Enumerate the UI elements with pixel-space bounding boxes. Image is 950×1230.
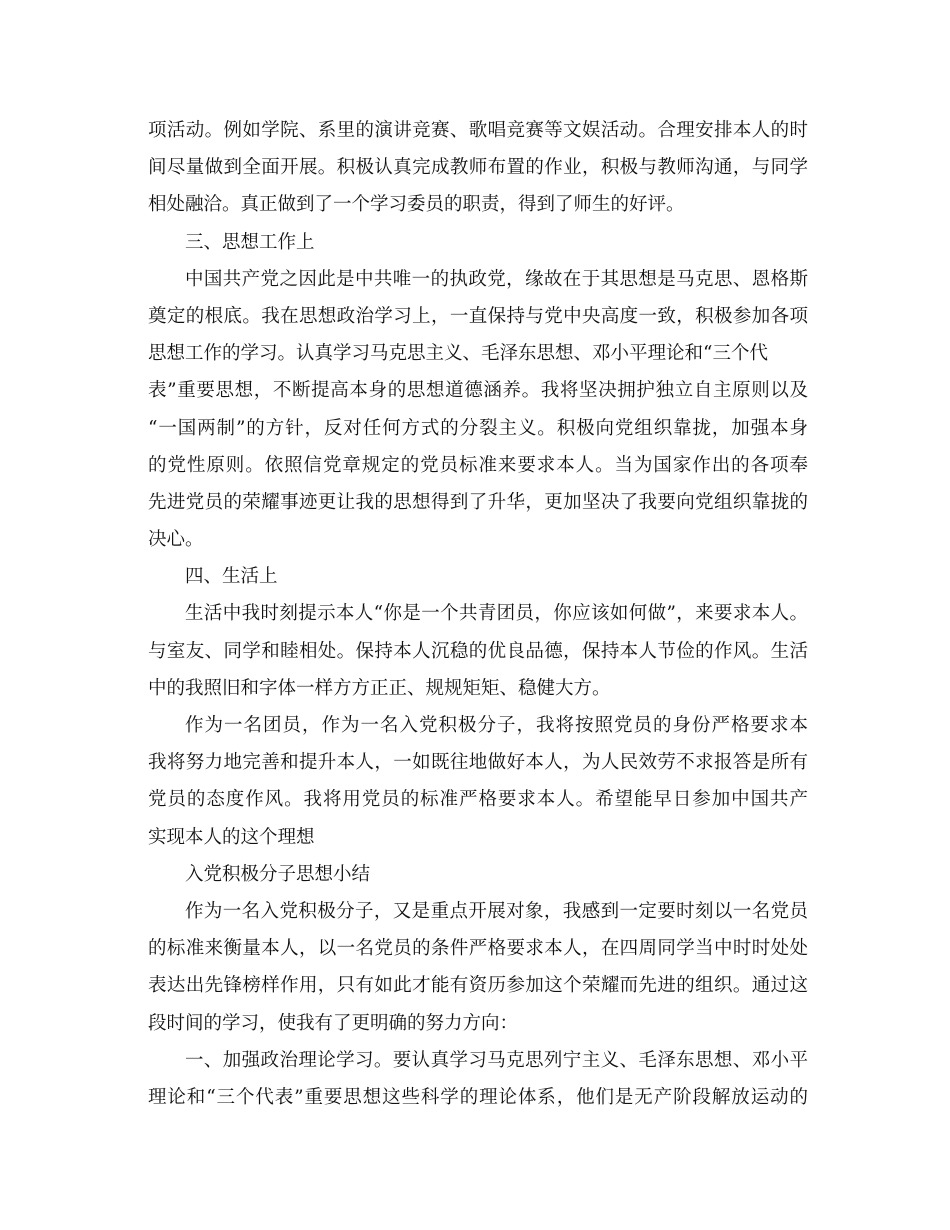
text-line: 中国共产党之因此是中共唯一的执政党，缘故在于其思想是马克思、恩格斯 [185, 268, 808, 290]
document-body [148, 112, 808, 1116]
text-line: 我将努力地完善和提升本人，一如既往地做好本人，为人民效劳不求报答是所有 [148, 752, 808, 774]
text-line: 四、生活上 [185, 566, 278, 588]
text-line: 相处融洽。真正做到了一个学习委员的职责，得到了师生的好评。 [148, 194, 685, 216]
text-line: “一国两制”的方针，反对任何方式的分裂主义。积极向党组织靠拢，加强本身 [148, 417, 808, 439]
text-line: 表”重要思想，不断提高本身的思想道德涵养。我将坚决拥护独立自主原则以及 [148, 380, 808, 402]
text-line: 实现本人的这个理想 [148, 826, 315, 848]
text-line: 项活动。例如学院、系里的演讲竞赛、歌唱竞赛等文娱活动。合理安排本人的时 [148, 120, 808, 141]
text-line: 的党性原则。依照信党章规定的党员标准来要求本人。当为国家作出的各项奉 [148, 454, 808, 476]
text-line: 与室友、同学和睦相处。保持本人沉稳的优良品德，保持本人节俭的作风。生活 [148, 640, 808, 662]
text-line: 理论和“三个代表”重要思想这些科学的理论体系，他们是无产阶段解放运动的 [148, 1086, 808, 1108]
text-line: 一、加强政治理论学习。要认真学习马克思列宁主义、毛泽东思想、邓小平 [185, 1049, 808, 1071]
text-line: 党员的态度作风。我将用党员的标准严格要求本人。希望能早日参加中国共产 [148, 789, 808, 811]
text-line: 生活中我时刻提示本人“你是一个共青团员，你应该如何做”，来要求本人。 [185, 603, 808, 625]
text-line: 三、思想工作上 [185, 231, 315, 253]
text-line: 奠定的根底。我在思想政治学习上，一直保持与党中央高度一致，积极参加各项 [148, 305, 808, 327]
text-line: 决心。 [148, 529, 204, 551]
text-line: 作为一名团员，作为一名入党积极分子，我将按照党员的身份严格要求本 [185, 715, 808, 736]
text-line: 的标准来衡量本人，以一名党员的条件严格要求本人，在四周同学当中时时处处 [148, 938, 808, 960]
text-line: 中的我照旧和字体一样方方正正、规规矩矩、稳健大方。 [148, 677, 611, 699]
text-line: 入党积极分子思想小结 [185, 863, 371, 885]
text-line: 间尽量做到全面开展。积极认真完成教师布置的作业，积极与教师沟通，与同学 [148, 157, 808, 179]
text-line: 先进党员的荣耀事迹更让我的思想得到了升华，更加坚决了我要向党组织靠拢的 [148, 491, 808, 513]
text-line: 作为一名入党积极分子，又是重点开展对象，我感到一定要时刻以一名党员 [185, 900, 808, 922]
text-line: 段时间的学习，使我有了更明确的努力方向： [148, 1012, 519, 1034]
text-line: 思想工作的学习。认真学习马克思主义、毛泽东思想、邓小平理论和“三个代 [148, 343, 768, 365]
text-line: 表达出先锋榜样作用，只有如此才能有资历参加这个荣耀而先进的组织。通过这 [148, 975, 808, 997]
